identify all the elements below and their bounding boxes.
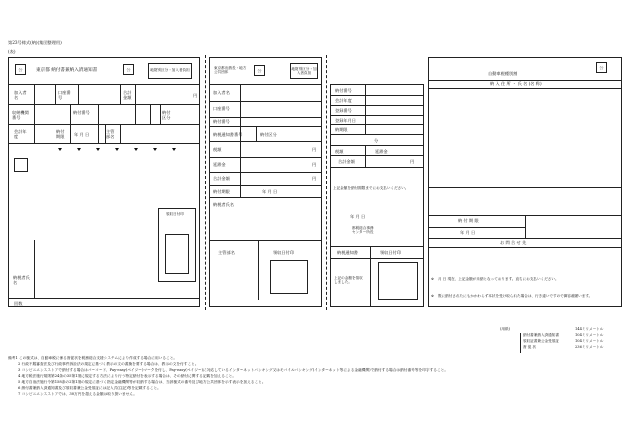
spec-row-size: 104ミリメートル (575, 333, 604, 337)
spec-row-name: 領収証書兼公金受領証 (523, 339, 559, 343)
slip1-stamp: 公 (15, 64, 26, 75)
slip2-taxpayer: 納税者氏名 (213, 202, 234, 207)
slip2-receipt-box (270, 260, 308, 294)
slip3-received: 上記の金額を領収しました。 (334, 276, 363, 285)
slip1-yen: 円 (193, 93, 198, 98)
slip4-heading: 自動車税種別割 (488, 71, 518, 76)
spec-row-name: 督 促 状 (523, 345, 537, 349)
slip2-noufu-kubun: 納付区分 (260, 132, 277, 137)
slip1-noufu-kigen: 納付期限 (56, 129, 65, 140)
slip3-yen: 円 (410, 159, 415, 164)
perforation-mark (134, 148, 138, 151)
side-label: (表) (8, 49, 16, 54)
slip3-goukei: 合計金額 (338, 159, 355, 164)
slip4-col-header: 納 入 住 所 ・ 氏 名 (名 称) (490, 81, 542, 86)
slip2-honzei: 税額 (213, 147, 222, 152)
slip1-taxpayer-label: 納税者氏名 (13, 275, 30, 286)
slip2-entai: 延滞金 (213, 162, 226, 167)
slip3-row-noukigen: 納期限 (335, 127, 348, 132)
slip2-entai-yen: 円 (312, 162, 317, 167)
slip4-stamp: 公 (596, 62, 607, 73)
slip2-row-noufu: 納付番号 (213, 119, 230, 124)
slip4-note-a-mark: ※ (431, 277, 435, 281)
slip2-row-kanyu: 加入者名 (213, 90, 230, 95)
slip1-noufu-kubun: 納付区分 (162, 110, 171, 121)
perforation-mark (96, 148, 100, 151)
slip3-row-touroku: 登録番号 (335, 108, 352, 113)
slip3-noufusho: 納税通知書 (337, 250, 358, 255)
slip1-kaikei-label: 会計年度 (14, 129, 27, 140)
slip4-nengappi: 年 月 日 (460, 230, 476, 235)
note-item: 3 コンビニエンスストアで納付する場合はバーコード、Pay-easy(ペイジー)マークを付し、Pay-easy(ペイジー)に対応しているインターネットバンキング又はモバイルバンキング(インターネット等による金融機関)で納付する場合は納付番号等を印字すること。 (18, 368, 449, 372)
spec-size-total: 144ミリメートル (575, 327, 604, 331)
slip2-row-tsuuchi: 納税通知書番号 (213, 132, 243, 137)
slip1-kanyu-label: 加入者名 (14, 90, 27, 101)
note-item: 5 地方自治法施行令第158条の2第1項の規定に基づく指定金融機関等が収納する場合は、当該様式の番号及び地方公共団体を示す表示を加えること。 (18, 380, 266, 384)
perforation-mark (172, 148, 176, 151)
spec-paper-label: (用紙) (500, 327, 510, 331)
spec-row-size: 236ミリメートル (575, 345, 604, 349)
slip2-goukei: 合計金額 (213, 176, 230, 181)
slip3-nengappi: 年 月 日 (350, 214, 366, 219)
perforation-mark (58, 148, 62, 151)
slip3-row-tourokubi: 登録年月日 (335, 118, 356, 123)
slip2-ryoushu: 領収日付印 (273, 250, 294, 255)
spec-row-size: 104ミリメートル (575, 339, 604, 343)
slip2-shukanbu: 主管部名 (218, 250, 235, 255)
slip1-right-box-text: 地財別区分・加入者負担 (150, 68, 190, 72)
slip1-nouki-label: 納付番号 (73, 110, 90, 115)
slip3-row-kaikei: 会計年度 (335, 98, 352, 103)
notes (8, 355, 623, 397)
slip1-kouza-label: 口座番号 (58, 90, 71, 101)
note-item: 4 地方税法施行規則第24条の35第1項に規定する方法により行う特定納付を表示する場合は、その納付に関する記載を加えること。 (18, 374, 237, 378)
slip4-kikan: 納 付 期 限 (458, 218, 479, 223)
slip1-ryoushu-label: 領収日付印 (166, 212, 184, 216)
slip3-note1: 上記金額を納付期限までにお支払いください。 (333, 186, 409, 190)
slip4-note-b: 既に納付されたにもかかわらず本状を受け取られた場合は、行き違いですので御容赦願います。 (438, 294, 593, 298)
slip3-zeigaku: 税額 (335, 149, 344, 154)
slip4-otoiawase: お 問 合 せ 先 (500, 240, 527, 245)
slip2-kigen: 納付期限 (213, 189, 230, 194)
perforation-mark (77, 148, 81, 151)
slip2-stamp: 公 (254, 65, 265, 76)
slip3-bu: 分 (374, 138, 379, 143)
slip2-nengappi: 年 月 日 (262, 189, 278, 194)
slip1-goukei-label: 合計金額 (123, 90, 132, 101)
spec-row-name: 納付書兼納入済通知書 (523, 333, 559, 337)
slip2-goukei-yen: 円 (312, 176, 317, 181)
slip2-honzei-yen: 円 (312, 147, 317, 152)
slip4-note-b-mark: ※ (431, 294, 435, 298)
slip1-nengappi: 年 月 日 (74, 132, 90, 137)
slip3-entai: 延滞金 (375, 149, 388, 154)
slip1-small-box (14, 158, 28, 172)
slip2-row-kouza: 口座番号 (213, 106, 230, 111)
note-item: 2 行政不服審査法及び行政事件訴訟法の規定に基づく教示の文の書換を要する場合は、教示の文を付すこと。 (18, 362, 199, 366)
slip2-heading: 東京都出納長・地方公共団体 (214, 66, 247, 75)
slip3-receipt-box (378, 262, 418, 300)
slip1-receipt-inner (165, 234, 189, 274)
slip1-heading: 東京都 納付書兼納入済通知書 (36, 68, 98, 73)
slip3-ryoushu: 領収日付印 (380, 250, 401, 255)
note-item: 6 納付書兼納入済通知書及び領収書兼公金受領証には記入式(注記)等を記載すること。 (18, 386, 161, 390)
slip1-stamp2: 公 (123, 64, 134, 75)
note-item: 7 コンビニエンスストアでは、30万円を超える金額は取り扱いません。 (18, 392, 137, 396)
slip1-kaisuu-label: 回数 (14, 301, 23, 306)
slip4-note-a: 月 日 現在、上記金額が未納となっております。直ちにお支払いください。 (438, 277, 559, 281)
slip2-right-box-text: 地財別区分・加入者負担 (291, 67, 317, 76)
slip3-row-noufu: 納付番号 (335, 88, 352, 93)
slip1-shukanbu-label: 主管部名 (106, 129, 115, 140)
slip4-address-table (428, 80, 622, 188)
note-item: 備考1 この様式は、自動車税に係る督促状を税務総合支援システムにより作成する場合に用いること。 (8, 356, 178, 360)
form-number: 第23号様式(納)(集団整理用) (8, 40, 62, 45)
perforation-mark (153, 148, 157, 151)
slip1-shuunou-label: 収納機関番号 (12, 110, 29, 121)
slip3-center: 都税総合事務センター所長 (352, 226, 374, 235)
perforation-mark (115, 148, 119, 151)
